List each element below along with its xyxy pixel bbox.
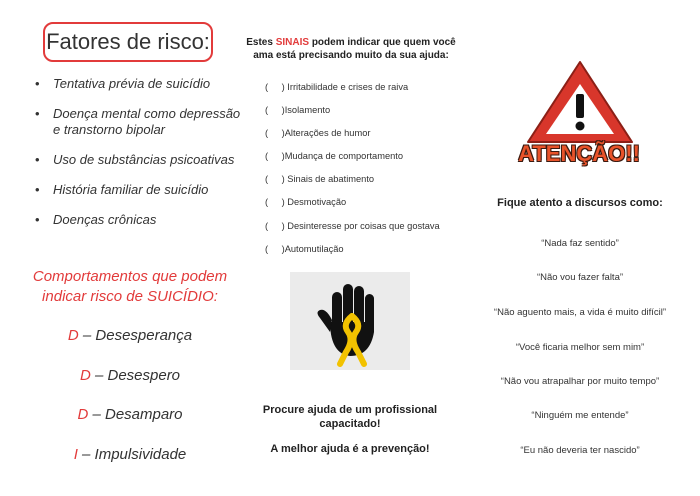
bullet-icon: • bbox=[35, 106, 40, 121]
bullet-icon: • bbox=[35, 152, 40, 167]
behaviors-title: Comportamentos que podem indicar risco de SUICÍDIO: bbox=[32, 268, 228, 305]
quote-item: “Não aguento mais, a vida é muito difícil” bbox=[493, 307, 667, 318]
prevention-text: A melhor ajuda é a prevenção! bbox=[270, 443, 430, 455]
list-item: ( ) Sinais de abatimento bbox=[265, 174, 375, 185]
checkbox-paren: ( bbox=[265, 82, 269, 92]
list-item: • Uso de substâncias psicoativas bbox=[35, 152, 235, 167]
quote-item: “Eu não deveria ter nascido” bbox=[520, 445, 640, 456]
list-item: ( ) Irritabilidade e crises de raiva bbox=[265, 82, 409, 92]
hand-ribbon-icon bbox=[290, 272, 410, 370]
signs-intro: Estes SINAIS podem indicar que quem você ama está precisando muito da sua ajuda: bbox=[246, 37, 456, 61]
d-item-impulsivity: I – Impulsividade bbox=[73, 446, 187, 463]
bullet-icon: • bbox=[35, 76, 40, 91]
signs-highlight: SINAIS bbox=[275, 37, 310, 48]
quote-item: “Você ficaria melhor sem mim” bbox=[515, 342, 645, 353]
list-item: ( ) Desmotivação bbox=[265, 197, 347, 208]
checkbox-paren: ( bbox=[265, 174, 269, 185]
bullet-icon: • bbox=[35, 212, 40, 227]
warning-label: ATENÇÃO!! bbox=[518, 141, 640, 166]
list-item: • Doenças crônicas bbox=[35, 212, 157, 227]
hand-ribbon-image bbox=[290, 272, 410, 370]
checkbox-paren: ( bbox=[265, 128, 269, 139]
checkbox-paren: ( bbox=[265, 220, 269, 231]
checkbox-paren: ( bbox=[265, 243, 269, 254]
quote-item: “Não vou fazer falta” bbox=[536, 272, 624, 283]
list-item: ( )Alterações de humor bbox=[265, 128, 371, 139]
warning-triangle-icon bbox=[520, 56, 640, 146]
list-item: ( ) Desinteresse por coisas que gostava bbox=[265, 220, 440, 231]
d-item-helplessness: D – Desamparo bbox=[77, 406, 183, 423]
list-item: • Doença mental como depressão e transtorno bipolar bbox=[35, 106, 241, 137]
list-item: • História familiar de suicídio bbox=[35, 182, 209, 197]
list-item: ( )Isolamento bbox=[265, 105, 331, 116]
d-item-hopelessness: D – Desesperança bbox=[67, 327, 193, 344]
attention-title: Fique atento a discursos como: bbox=[497, 197, 663, 209]
risk-factors-title-text: Fatores de risco: bbox=[46, 29, 210, 54]
d-item-despair: D – Desespero bbox=[79, 367, 181, 384]
list-item: ( )Automutilação bbox=[265, 243, 344, 254]
help-text: Procure ajuda de um profissional capacitado! bbox=[262, 404, 438, 430]
bullet-icon: • bbox=[35, 182, 40, 197]
checkbox-paren: ( bbox=[265, 105, 269, 116]
risk-factors-list bbox=[22, 70, 242, 228]
quote-item: “Nada faz sentido” bbox=[541, 238, 619, 249]
risk-factors-title bbox=[43, 22, 213, 62]
list-item: • Tentativa prévia de suicídio bbox=[35, 76, 211, 91]
quote-item: “Ninguém me entende” bbox=[531, 410, 629, 421]
checkbox-paren: ( bbox=[265, 151, 269, 162]
signs-list bbox=[265, 80, 475, 265]
list-item: ( )Mudança de comportamento bbox=[265, 151, 404, 162]
checkbox-paren: ( bbox=[265, 197, 269, 208]
quote-item: “Não vou atrapalhar por muito tempo” bbox=[500, 376, 660, 387]
